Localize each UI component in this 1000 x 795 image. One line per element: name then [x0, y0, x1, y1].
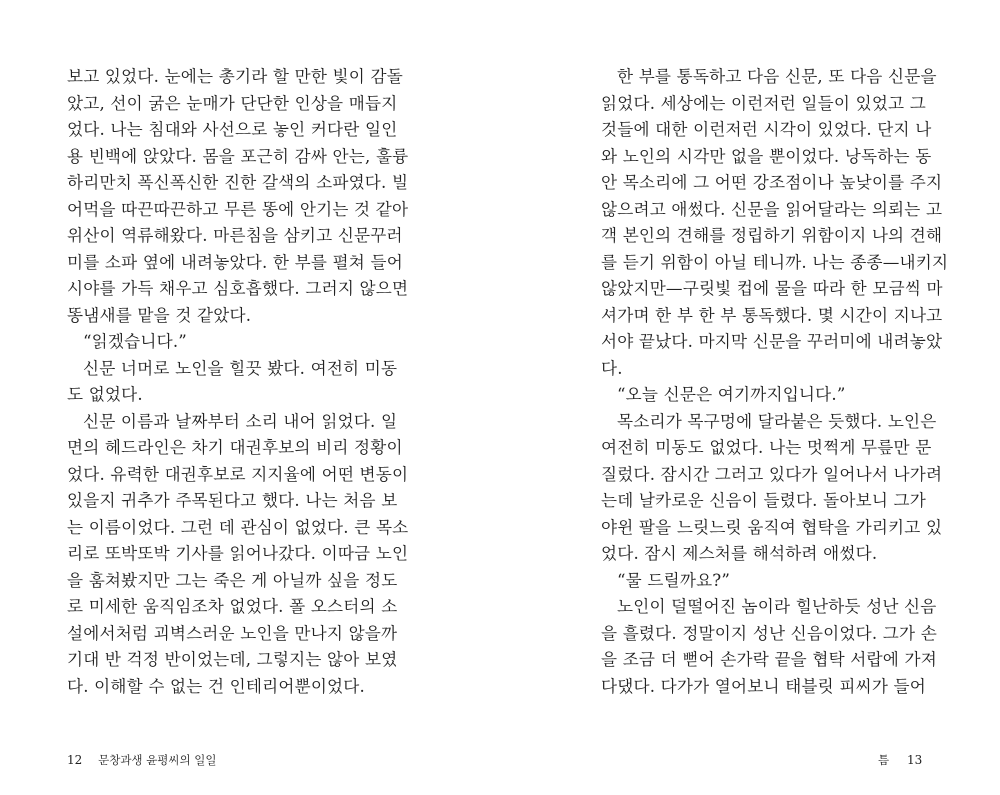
dialogue-line: “오늘 신문은 여기까지입니다.”	[617, 385, 846, 404]
text-line: 여전히 미동도 없었다. 나는 멋쩍게 무릎만 문	[601, 438, 932, 457]
page-number: 12	[67, 753, 83, 767]
text-line: 을 조금 더 뻗어 손가락 끝을 협탁 서랍에 가져	[601, 650, 937, 669]
text-line: 도 없었다.	[67, 385, 143, 404]
right-page-body	[601, 64, 949, 700]
text-line: 셔가며 한 부 한 부 통독했다. 몇 시간이 지나고	[601, 305, 943, 325]
page-number: 13	[906, 753, 923, 767]
text-line: 안 목소리에 그 어떤 강조점이나 높낮이를 주지	[601, 173, 943, 192]
text-line: 다. 이해할 수 없는 건 인테리어뿐이었다.	[67, 676, 365, 696]
text-line: 있을지 귀추가 주목된다고 했다. 나는 처음 보	[67, 491, 398, 510]
text-line: 시야를 가득 채우고 심호흡했다. 그러지 않으면	[67, 279, 409, 298]
paragraph-start-line: 한 부를 통독하고 다음 신문, 또 다음 신문을	[617, 67, 937, 86]
text-line: 하리만치 폭신폭신한 진한 갈색의 소파였다. 빌	[67, 173, 409, 192]
running-head: 틈	[878, 753, 890, 767]
text-line: 로 미세한 움직임조차 없었다. 폴 오스터의 소	[67, 597, 398, 616]
text-line: 질렀다. 잠시간 그러고 있다가 일어나서 나가려	[601, 464, 943, 484]
text-line: 보고 있었다. 눈에는 총기라 할 만한 빛이 감돌	[67, 67, 403, 86]
text-line: 는데 날카로운 신음이 들렸다. 돌아보니 그가	[601, 491, 926, 510]
text-line: 설에서처럼 괴벽스러운 노인을 만나지 않을까	[67, 623, 398, 643]
text-line: 않으려고 애썼다. 신문을 읽어달라는 의뢰는 고	[601, 199, 943, 219]
left-page-footer	[67, 752, 217, 768]
text-line: 와 노인의 시각만 없을 뿐이었다. 낭독하는 동	[601, 146, 932, 166]
text-line: 않았지만—구릿빛 컵에 물을 따라 한 모금씩 마	[601, 279, 943, 298]
text-line: 리로 또박또박 기사를 읽어나갔다. 이따금 노인	[67, 544, 409, 563]
text-line: 용 빈백에 앉았다. 몸을 포근히 감싸 안는, 훌륭	[67, 146, 409, 166]
text-line: 똥냄새를 맡을 것 같았다.	[67, 305, 252, 325]
text-line: 었다. 잠시 제스처를 해석하려 애썼다.	[601, 544, 878, 563]
dialogue-line: “읽겠습니다.”	[83, 332, 187, 351]
text-line: 위산이 역류해왔다. 마른침을 삼키고 신문꾸러	[67, 226, 403, 245]
text-line: 것들에 대한 이런저런 시각이 있었다. 단지 나	[601, 120, 932, 139]
text-line: 기대 반 걱정 반이었는데, 그렇지는 않아 보였	[67, 650, 398, 669]
text-line: 객 본인의 견해를 정립하기 위함이지 나의 견해	[601, 226, 943, 245]
text-line: 를 듣기 위함이 아닐 테니까. 나는 종종—내키지	[601, 252, 949, 272]
text-line: 었다. 유력한 대권후보로 지지율에 어떤 변동이	[67, 464, 409, 484]
paragraph-start-line: 신문 너머로 노인을 힐끗 봤다. 여전히 미동	[83, 358, 398, 378]
text-line: 다댔다. 다가가 열어보니 태블릿 피씨가 들어	[601, 676, 926, 696]
text-line: 을 훔쳐봤지만 그는 죽은 게 아닐까 싶을 정도	[67, 570, 398, 590]
right-page-footer	[878, 752, 922, 768]
left-page-body	[67, 64, 409, 700]
running-head: 문창과생 윤평씨의 일일	[98, 753, 217, 767]
text-line: 았고, 선이 굵은 눈매가 단단한 인상을 매듭지	[67, 93, 398, 113]
text-line: 서야 끝났다. 마지막 신문을 꾸러미에 내려놓았	[601, 332, 943, 351]
paragraph-start-line: 신문 이름과 날짜부터 소리 내어 읽었다. 일	[83, 411, 398, 431]
paragraph-start-line: 목소리가 목구멍에 달라붙은 듯했다. 노인은	[617, 411, 937, 431]
text-line: 을 흘렸다. 정말이지 성난 신음이었다. 그가 손	[601, 623, 937, 643]
text-line: 다.	[601, 358, 623, 378]
text-line: 는 이름이었다. 그런 데 관심이 없었다. 큰 목소	[67, 517, 409, 537]
paragraph-start-line: 노인이 덜떨어진 놈이라 힐난하듯 성난 신음	[617, 597, 937, 616]
text-line: 야윈 팔을 느릿느릿 움직여 협탁을 가리키고 있	[601, 517, 943, 537]
text-line: 었다. 나는 침대와 사선으로 놓인 커다란 일인	[67, 120, 398, 139]
text-line: 미를 소파 옆에 내려놓았다. 한 부를 펼쳐 들어	[67, 252, 403, 272]
text-line: 어먹을 따끈따끈하고 무른 똥에 안기는 것 같아	[67, 199, 409, 219]
text-line: 읽었다. 세상에는 이런저런 일들이 있었고 그	[601, 93, 926, 113]
text-line: 면의 헤드라인은 차기 대권후보의 비리 정황이	[67, 438, 403, 457]
dialogue-line: “물 드릴까요?”	[617, 570, 731, 590]
